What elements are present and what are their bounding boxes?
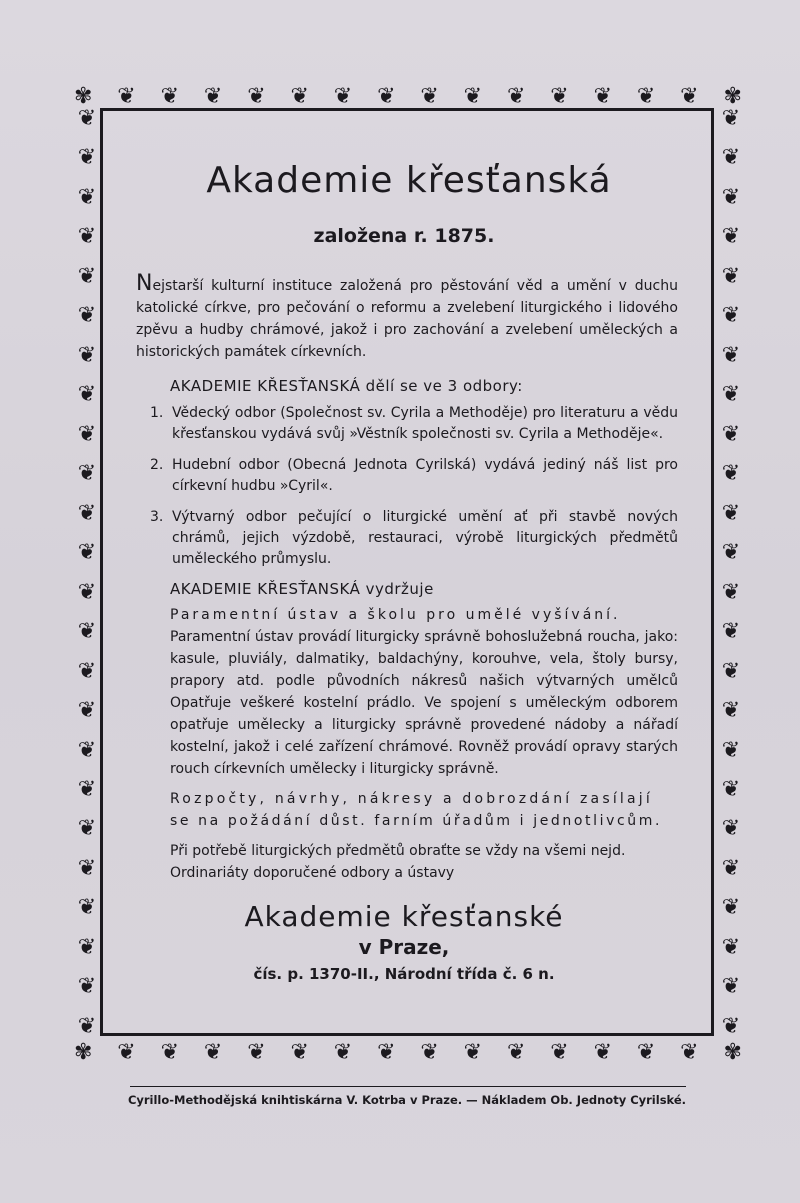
list-item xyxy=(150,403,678,445)
ornament-flourish-icon: ❦ xyxy=(77,698,97,724)
ornament-flourish-icon: ❦ xyxy=(77,421,97,447)
ornament-flourish-icon: ✾ xyxy=(74,84,93,109)
ornament-flourish-icon: ❦ xyxy=(506,1040,526,1065)
paramentni-line: Paramentní ústav a školu pro umělé vyšívání. xyxy=(170,607,621,623)
ornament-flourish-icon: ❦ xyxy=(721,224,741,250)
ornament-flourish-icon: ❦ xyxy=(77,540,97,566)
ornament-flourish-icon: ❦ xyxy=(721,737,741,763)
ornament-flourish-icon: ❦ xyxy=(77,500,97,526)
ornament-flourish-icon: ❦ xyxy=(290,1040,309,1065)
ornament-flourish-icon: ❦ xyxy=(721,500,741,526)
ornament-flourish-icon: ❦ xyxy=(721,421,741,447)
ornament-flourish-icon: ❦ xyxy=(550,84,569,109)
ornament-flourish-icon: ❦ xyxy=(77,619,97,645)
ornament-flourish-icon: ❦ xyxy=(721,974,741,1000)
ornament-flourish-icon: ❦ xyxy=(333,84,353,109)
ornament-flourish-icon: ✾ xyxy=(723,84,742,109)
ornament-flourish-icon: ❦ xyxy=(77,1013,97,1038)
ornament-flourish-icon: ❦ xyxy=(377,84,396,109)
ornament-flourish-icon: ❦ xyxy=(721,461,741,487)
ornament-flourish-icon: ❦ xyxy=(550,1040,569,1065)
estimates-line-2: se na požádání důst. farním úřadům i jednotlivcům. xyxy=(170,813,663,829)
ornament-flourish-icon: ❦ xyxy=(721,855,741,881)
departments-heading: AKADEMIE KŘESŤANSKÁ dělí se ve 3 odbory: xyxy=(170,377,523,395)
ornament-flourish-icon: ❦ xyxy=(77,382,97,408)
intro-text: ejstarší kulturní instituce založená pro pěstování věd a umění v duchu katolické církve, pro pečování o reformu a zvelebení liturgického i lidového zpěvu a hudby chrámové, jakož i pro zachování a zvelebení uměleckých a historických památek církevních. xyxy=(136,278,678,360)
ornament-flourish-icon: ❦ xyxy=(290,84,309,109)
ornament-border-bottom xyxy=(74,1038,742,1068)
ornament-flourish-icon: ❦ xyxy=(721,382,741,408)
ornament-flourish-icon: ❦ xyxy=(721,263,741,289)
ornament-flourish-icon: ❦ xyxy=(721,145,741,171)
ornament-flourish-icon: ❦ xyxy=(721,303,741,329)
list-item xyxy=(150,455,678,497)
ornament-flourish-icon: ❦ xyxy=(506,84,526,109)
ornament-flourish-icon: ❦ xyxy=(420,84,439,109)
ornament-flourish-icon: ❦ xyxy=(721,1013,741,1038)
ornament-flourish-icon: ❦ xyxy=(203,84,223,109)
estimates-line-1: Rozpočty, návrhy, nákresy a dobrozdání zasílají xyxy=(170,791,653,807)
ornament-flourish-icon: ❦ xyxy=(721,934,741,960)
ornament-flourish-icon: ❦ xyxy=(77,855,97,881)
ornament-flourish-icon: ❦ xyxy=(377,1040,396,1065)
ornament-flourish-icon: ❦ xyxy=(463,84,483,109)
ornament-flourish-icon: ❦ xyxy=(77,342,97,368)
ornament-flourish-icon: ❦ xyxy=(247,84,266,109)
list-item xyxy=(150,507,678,570)
ornament-flourish-icon: ❦ xyxy=(721,698,741,724)
ornament-flourish-icon: ❦ xyxy=(77,145,97,171)
ornament-flourish-icon: ❦ xyxy=(77,737,97,763)
paramentni-paragraph: Paramentní ústav provádí liturgicky správně bohoslužebná roucha, jako: kasule, pluviály, dalmatiky, baldachýny, korouhve, vela, štoly bursy, prapory atd. podle původních nákresů našich výtvarných umělců Opatřuje veškeré kostelní prádlo. Ve spojení s uměleckým odborem opatřuje umělecky a liturgicky správně provedené nádoby a nářadí kostelní, jakož i celé zařízení chrámové. Rovněž provádí opravy starých rouch církevních umělecky i liturgicky správně. xyxy=(170,629,678,777)
signature-city: v Praze, xyxy=(358,935,450,959)
intro-dropcap: N xyxy=(136,271,153,296)
ornament-flourish-icon: ❦ xyxy=(721,540,741,566)
ornament-flourish-icon: ❦ xyxy=(160,1040,180,1065)
ornament-flourish-icon: ❦ xyxy=(77,934,97,960)
ornament-flourish-icon: ❦ xyxy=(721,184,741,210)
ornament-flourish-icon: ❦ xyxy=(593,1040,612,1065)
signature-address: čís. p. 1370-II., Národní třída č. 6 n. xyxy=(253,965,555,983)
ornament-border-left xyxy=(72,108,102,1038)
ornament-flourish-icon: ✾ xyxy=(723,1040,742,1065)
ornament-flourish-icon: ❦ xyxy=(77,816,97,842)
ornament-flourish-icon: ❦ xyxy=(77,224,97,250)
ornament-flourish-icon: ❦ xyxy=(77,461,97,487)
ornament-flourish-icon: ❦ xyxy=(680,84,699,109)
ornament-flourish-icon: ❦ xyxy=(721,108,741,131)
founding-date: založena r. 1875. xyxy=(313,225,495,247)
closing-paragraph: Při potřebě liturgických předmětů obraťte se vždy na všemi nejd. Ordinariáty doporučené odbory a ústavy xyxy=(170,843,626,881)
ornament-flourish-icon: ❦ xyxy=(721,579,741,605)
list-item-text: Hudební odbor (Obecná Jednota Cyrilská) vydává jediný náš list pro církevní hudbu »Cyril«. xyxy=(172,457,678,494)
ornament-flourish-icon: ❦ xyxy=(203,1040,223,1065)
ornament-flourish-icon: ❦ xyxy=(77,303,97,329)
ornament-flourish-icon: ❦ xyxy=(77,776,97,802)
ornament-flourish-icon: ❦ xyxy=(77,895,97,921)
ornament-flourish-icon: ❦ xyxy=(333,1040,353,1065)
signature-name: Akademie křesťanské xyxy=(244,900,564,933)
ornament-flourish-icon: ❦ xyxy=(721,816,741,842)
ornament-flourish-icon: ❦ xyxy=(721,619,741,645)
ornament-flourish-icon: ❦ xyxy=(247,1040,266,1065)
ornament-flourish-icon: ❦ xyxy=(721,776,741,802)
document-title: Akademie křesťanská xyxy=(206,160,612,201)
ornament-flourish-icon: ❦ xyxy=(721,342,741,368)
list-item-number: 1. xyxy=(150,405,164,421)
printer-imprint: Cyrillo-Methodějská knihtiskárna V. Kotrba v Praze. — Nákladem Ob. Jednoty Cyrilské. xyxy=(127,1093,687,1107)
ornament-flourish-icon: ❦ xyxy=(117,84,136,109)
list-item-text: Vědecký odbor (Společnost sv. Cyrila a Methoděje) pro literaturu a vědu křesťanskou vydává svůj »Věstník společnosti sv. Cyrila a Methoděje«. xyxy=(172,405,678,442)
ornament-flourish-icon: ❦ xyxy=(721,895,741,921)
footer-rule xyxy=(130,1086,686,1087)
ornament-flourish-icon: ❦ xyxy=(77,263,97,289)
ornament-flourish-icon: ❦ xyxy=(77,974,97,1000)
intro-paragraph xyxy=(136,273,678,363)
ornament-flourish-icon: ❦ xyxy=(636,1040,656,1065)
maintains-heading: AKADEMIE KŘESŤANSKÁ vydržuje xyxy=(170,580,434,598)
ornament-flourish-icon: ❦ xyxy=(636,84,656,109)
ornament-flourish-icon: ✾ xyxy=(74,1040,93,1065)
ornament-flourish-icon: ❦ xyxy=(77,184,97,210)
ornament-flourish-icon: ❦ xyxy=(117,1040,136,1065)
ornament-border-right xyxy=(716,108,746,1038)
ornament-flourish-icon: ❦ xyxy=(77,658,97,684)
list-item-number: 2. xyxy=(150,457,164,473)
ornament-flourish-icon: ❦ xyxy=(420,1040,439,1065)
document-body xyxy=(130,160,678,983)
ornament-flourish-icon: ❦ xyxy=(680,1040,699,1065)
ornament-flourish-icon: ❦ xyxy=(160,84,180,109)
ornament-flourish-icon: ❦ xyxy=(77,108,97,131)
departments-list xyxy=(150,403,678,570)
ornament-flourish-icon: ❦ xyxy=(593,84,612,109)
list-item-number: 3. xyxy=(150,509,164,525)
ornament-flourish-icon: ❦ xyxy=(77,579,97,605)
ornament-flourish-icon: ❦ xyxy=(721,658,741,684)
list-item-text: Výtvarný odbor pečující o liturgické umění ať při stavbě nových chrámů, jejich výzdobě, restauraci, výrobě liturgických předmětů uměleckého průmyslu. xyxy=(172,509,678,567)
ornament-flourish-icon: ❦ xyxy=(463,1040,483,1065)
